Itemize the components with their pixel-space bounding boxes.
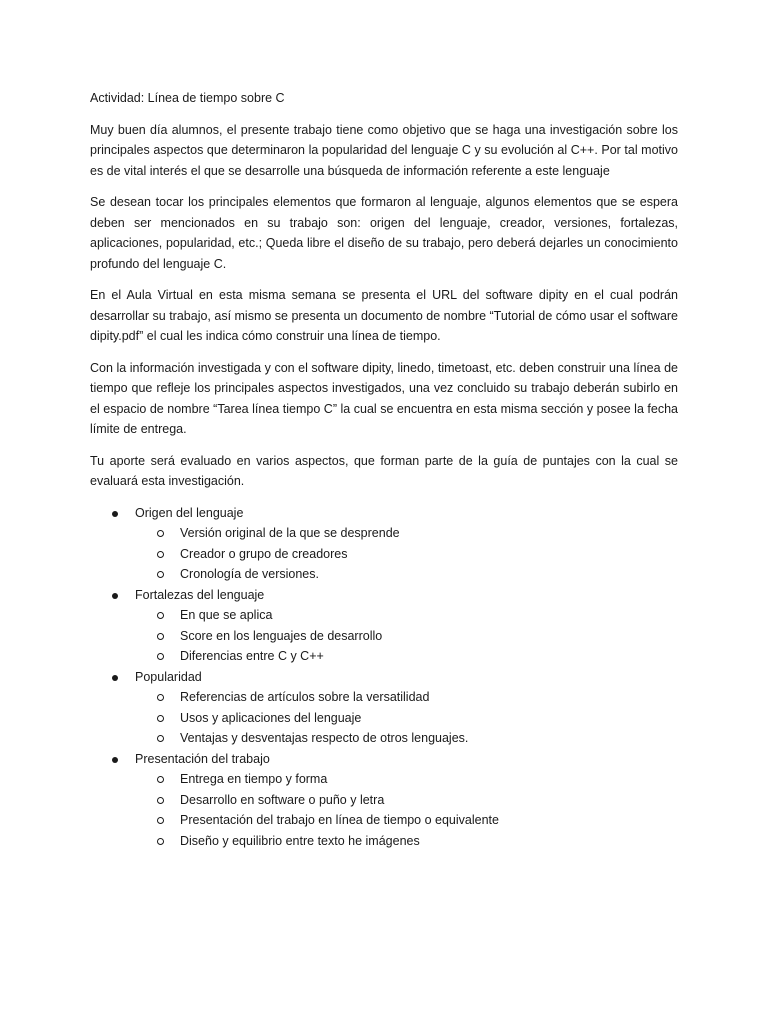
hollow-bullet-icon [157,797,164,804]
sub-criteria-label: Diseño y equilibrio entre texto he imágenes [180,833,420,848]
paragraph-aula-virtual: En el Aula Virtual en esta misma semana se presenta el URL del software dipity en el cual podrán desarrollar su trabajo, así mismo se presenta un documento de nombre “Tutorial de cómo usar el software dipity.pdf” el cual les indica cómo construir una línea de tiempo. [90,288,679,343]
hollow-bullet-icon [157,817,164,824]
criteria-item-fortalezas [90,585,678,667]
sub-criteria-item [135,810,678,831]
hollow-bullet-icon [157,838,164,845]
hollow-bullet-icon [157,551,164,558]
sub-criteria-list [135,523,678,585]
sub-criteria-item [135,626,678,647]
criteria-item-presentacion [90,749,678,852]
sub-criteria-item [135,708,678,729]
sub-criteria-label: Usos y aplicaciones del lenguaje [180,710,362,725]
sub-criteria-list [135,769,678,851]
sub-criteria-item [135,687,678,708]
sub-criteria-label: Desarrollo en software o puño y letra [180,792,385,807]
sub-criteria-label: Presentación del trabajo en línea de tiempo o equivalente [180,813,499,827]
sub-criteria-item [135,790,678,811]
paragraph-evaluation: Tu aporte será evaluado en varios aspectos, que forman parte de la guía de puntajes con la cual se evaluará esta investigación. [90,453,678,488]
hollow-bullet-icon [157,612,164,619]
criteria-label: Popularidad [135,669,202,684]
sub-criteria-item [135,544,678,565]
sub-criteria-item [135,605,678,626]
sub-criteria-item [135,831,678,852]
paragraph-instructions: Con la información investigada y con el software dipity, linedo, timetoast, etc. deben construir una línea de tiempo que refleje los principales aspectos investigados, una vez concluido su trabajo deberán subirlo en el espacio de nombre “Tarea línea tiempo C” la cual se encuentra en esta misma sección y posee la fecha límite de entrega. [90,360,678,436]
criteria-item-popularidad [90,667,678,749]
bullet-icon [112,675,118,681]
sub-criteria-label: Ventajas y desventajas respecto de otros lenguajes. [180,731,469,745]
document-body [90,88,678,851]
bullet-icon [112,511,118,517]
hollow-bullet-icon [157,715,164,722]
sub-criteria-label: Cronología de versiones. [180,567,319,581]
criteria-list [90,503,678,852]
criteria-label: Fortalezas del lenguaje [135,587,265,602]
paragraph-elements: Se desean tocar los principales elementos que formaron al lenguaje, algunos elementos que se espera deben ser mencionados en su trabajo son: origen del lenguaje, creador, versiones, fortalezas, aplicaciones, popularidad, etc.; Queda libre el diseño de su trabajo, pero deberá dejarles un conocimiento profundo del lenguaje C. [90,195,678,271]
hollow-bullet-icon [157,530,164,537]
hollow-bullet-icon [157,776,164,783]
sub-criteria-label: Entrega en tiempo y forma [180,772,328,786]
sub-criteria-item [135,564,678,585]
sub-criteria-item [135,769,678,790]
document-title: Actividad: Línea de tiempo sobre C [90,91,285,105]
sub-criteria-label: Diferencias entre C y C++ [180,649,324,663]
sub-criteria-list [135,605,678,667]
sub-criteria-item [135,523,678,544]
criteria-label: Origen del lenguaje [135,505,244,520]
sub-criteria-item [135,728,678,749]
bullet-icon [112,593,118,599]
hollow-bullet-icon [157,571,164,578]
bullet-icon [112,757,118,763]
sub-criteria-list [135,687,678,749]
sub-criteria-label: Creador o grupo de creadores [180,546,348,561]
hollow-bullet-icon [157,633,164,640]
sub-criteria-label: Referencias de artículos sobre la versatilidad [180,690,430,704]
hollow-bullet-icon [157,735,164,742]
sub-criteria-label: Versión original de la que se desprende [180,526,400,540]
sub-criteria-item [135,646,678,667]
criteria-item-origen [90,503,678,585]
hollow-bullet-icon [157,694,164,701]
hollow-bullet-icon [157,653,164,660]
sub-criteria-label: En que se aplica [180,608,273,622]
paragraph-intro: Muy buen día alumnos, el presente trabajo tiene como objetivo que se haga una investigación sobre los principales aspectos que determinaron la popularidad del lenguaje C y su evolución al C++. Por tal motivo es de vital interés el que se desarrolle una búsqueda de información referente a este lenguaje [90,122,678,178]
sub-criteria-label: Score en los lenguajes de desarrollo [180,628,383,643]
criteria-label: Presentación del trabajo [135,751,270,766]
